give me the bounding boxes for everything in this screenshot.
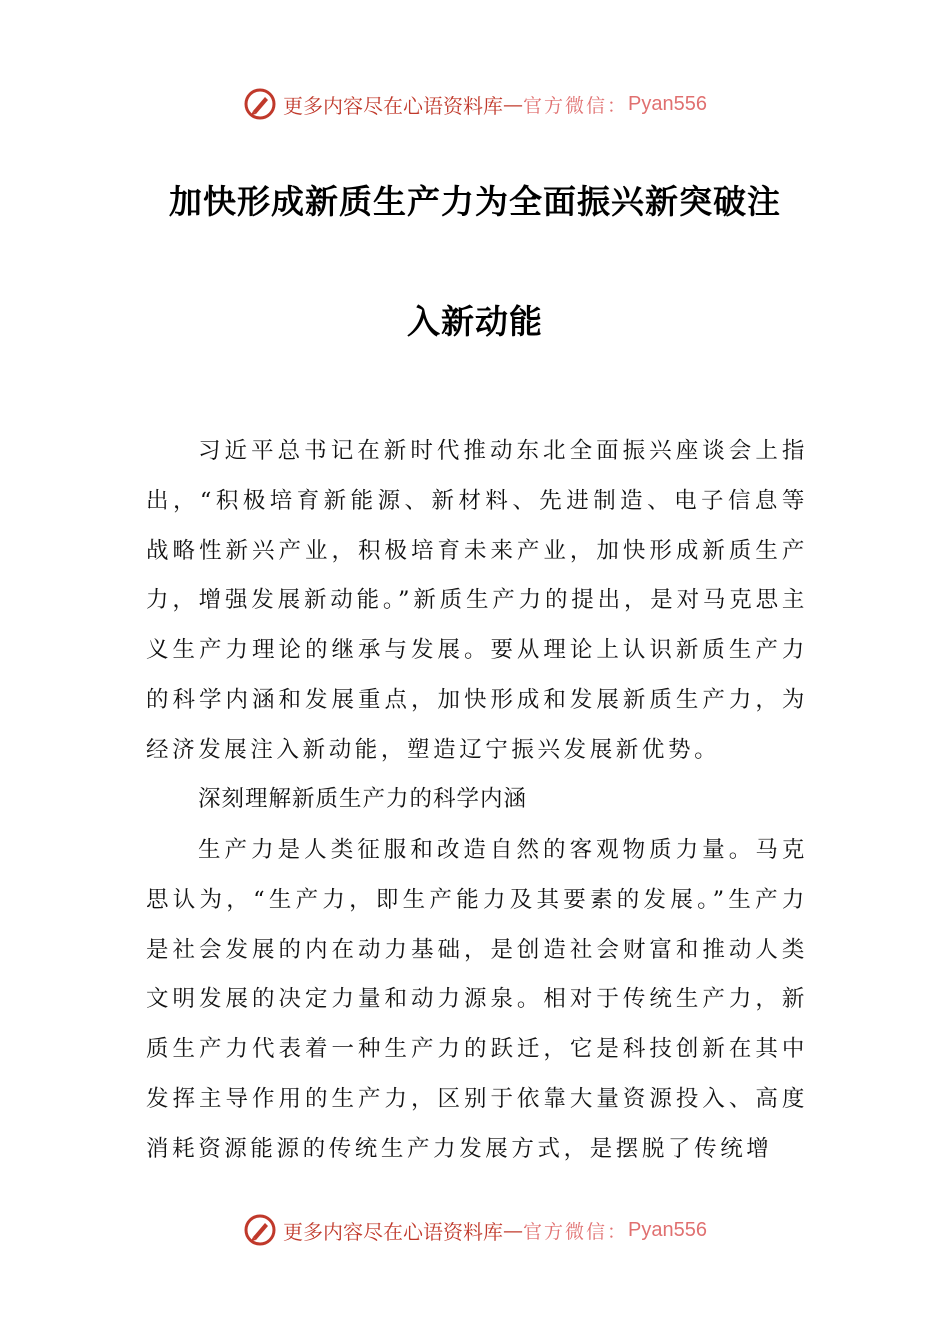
- paragraph-productivity: 生产力是人类征服和改造自然的客观物质力量。马克思认为，“生产力，即生产能力及其要素的发展。”生产力是社会发展的内在动力基础，是创造社会财富和推动人类文明发展的决定力量和动力源泉。相对于传统生产力，新质生产力代表着一种生产力的跃迁，它是科技创新在其中发挥主导作用的生产力，区别于依靠大量资源投入、高度消耗资源能源的传统生产力发展方式，是摆脱了传统增: [146, 837, 808, 1162]
- watermark-wechat-id: Pyan556: [628, 92, 707, 115]
- watermark-site-text: 更多内容尽在心语资料库: [283, 93, 503, 118]
- watermark-footer: [0, 1210, 950, 1250]
- paragraph-intro: 习近平总书记在新时代推动东北全面振兴座谈会上指出，“积极培育新能源、新材料、先进制造、电子信息等战略性新兴产业，积极培育未来产业，加快形成新质生产力，增强发展新动能。”新质生产力的提出，是对马克思主义生产力理论的继承与发展。要从理论上认识新质生产力的科学内涵和发展重点，加快形成和发展新质生产力，为经济发展注入新动能，塑造辽宁振兴发展新优势。: [146, 438, 808, 763]
- watermark-wechat-label: 官方微信：: [523, 1220, 629, 1243]
- section-heading: 深刻理解新质生产力的科学内涵: [198, 786, 528, 812]
- watermark-site-text: 更多内容尽在心语资料库: [283, 1219, 503, 1244]
- watermark-wechat-label: 官方微信：: [523, 94, 629, 117]
- document-title-line-2: 入新动能: [407, 302, 543, 341]
- watermark-header: [0, 84, 950, 124]
- watermark-separator: —: [503, 1218, 523, 1242]
- watermark-separator: —: [503, 92, 523, 116]
- document-title-line-1: 加快形成新质生产力为全面振兴新突破注: [169, 182, 781, 221]
- pen-logo-icon: [243, 1213, 277, 1247]
- pen-logo-icon: [243, 87, 277, 121]
- watermark-wechat-id: Pyan556: [628, 1218, 707, 1241]
